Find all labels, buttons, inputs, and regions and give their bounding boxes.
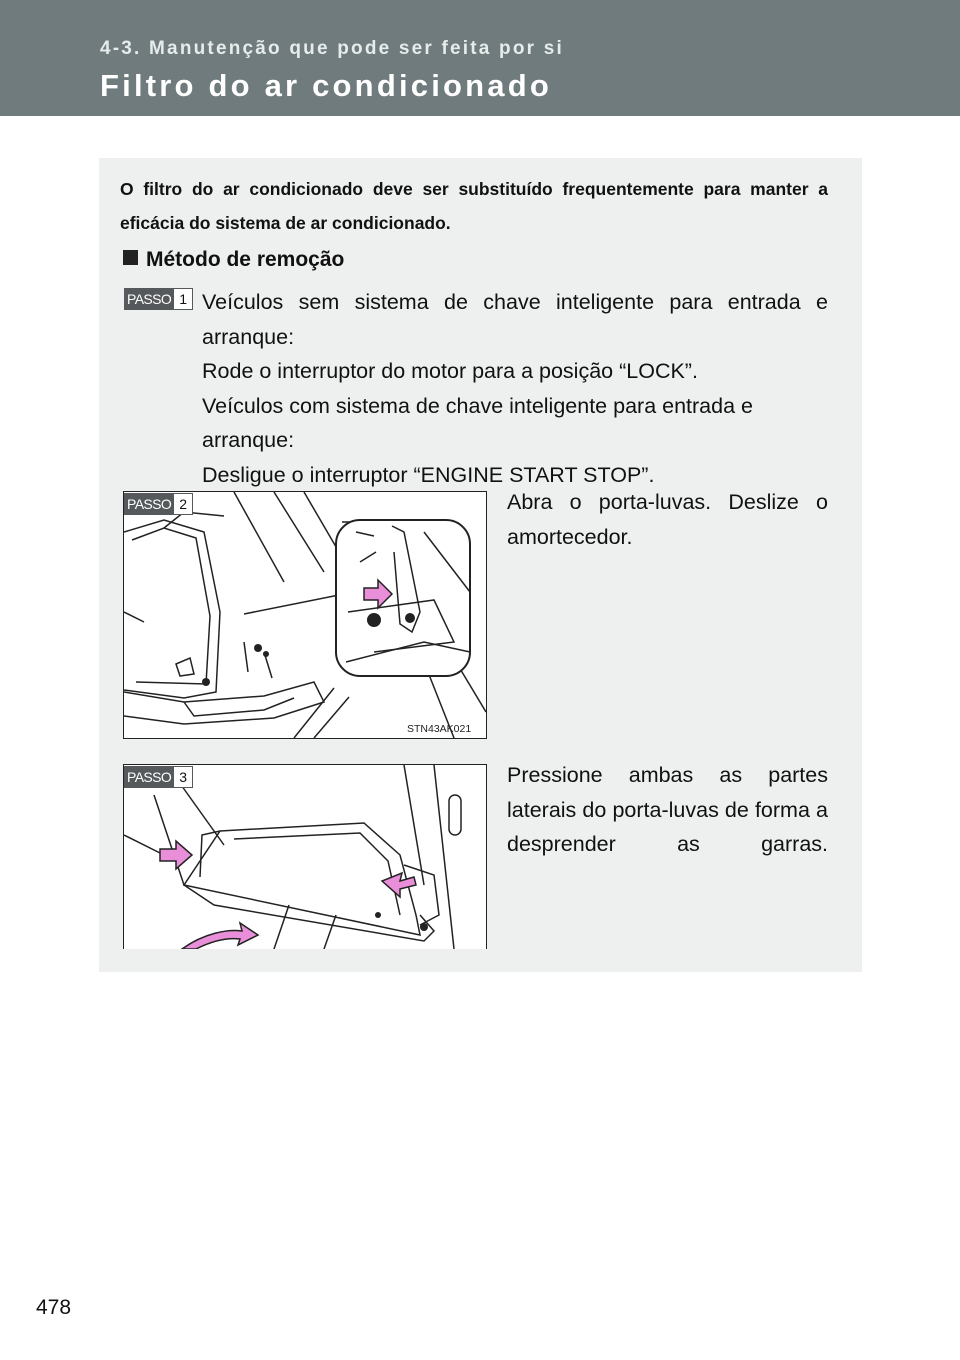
intro-paragraph: O filtro do ar condicionado deve ser substituído frequentemente para manter a eficácia do sistema de ar condicionado.: [120, 179, 828, 233]
page-title: Filtro do ar condicionado: [100, 68, 552, 103]
glove-box-damper-drawing: [124, 492, 486, 738]
push-left-arrow-icon: [160, 841, 192, 869]
step-number: 3: [174, 766, 193, 788]
step-word: PASSO: [124, 493, 174, 515]
step-3-text: Pressione ambas as partes laterais do porta-luvas de forma a desprender as garras.: [507, 763, 828, 856]
section-title: Método de remoção: [146, 248, 345, 271]
section-heading: [123, 248, 344, 272]
step-2-illustration: [123, 491, 487, 739]
square-bullet-icon: [123, 250, 138, 265]
step-1-line: Desligue o interruptor “ENGINE START STOP”.: [202, 462, 655, 487]
step-1-line: Rode o interruptor do motor para a posição “LOCK”.: [202, 359, 698, 383]
step-1-line: arranque:: [202, 428, 295, 452]
chapter-header: [0, 0, 960, 116]
step-2-text: Abra o porta-luvas. Deslize o amortecedor.: [507, 490, 828, 549]
step-3-illustration: [123, 764, 487, 949]
step-2-badge: [124, 493, 193, 515]
step-1-line: Veículos sem sistema de chave inteligente para entrada e: [202, 290, 828, 314]
chapter-subtitle: 4-3. Manutenção que pode ser feita por si: [100, 38, 564, 59]
step-1-badge: [124, 288, 193, 310]
step-number: 2: [174, 493, 193, 515]
step-number: 1: [174, 288, 193, 310]
figure-code: STN43AK021: [407, 723, 472, 735]
swing-down-arrow-icon: [182, 923, 258, 949]
step-1-text: [202, 285, 828, 492]
step-3-badge: [124, 766, 193, 788]
step-word: PASSO: [124, 288, 174, 310]
step-1-line: arranque:: [202, 324, 295, 349]
step-1-line: Veículos com sistema de chave inteligente para entrada e: [202, 393, 753, 418]
glove-box-sides-drawing: [124, 765, 486, 949]
page-number: 478: [36, 1296, 72, 1319]
step-word: PASSO: [124, 766, 174, 788]
